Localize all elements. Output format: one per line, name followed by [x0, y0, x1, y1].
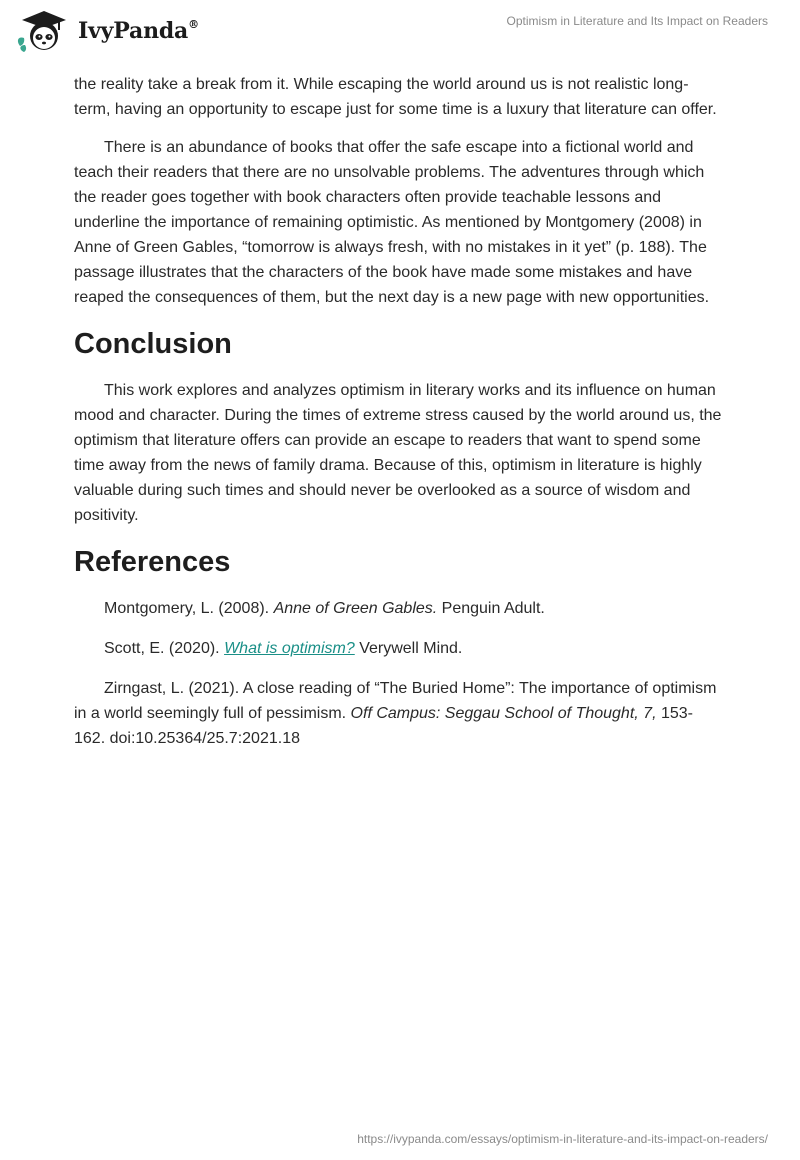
reference-scott: Scott, E. (2020). What is optimism? Verywell Mind. — [104, 640, 463, 657]
references-heading: References — [74, 546, 231, 578]
ivypanda-logo[interactable] — [14, 8, 199, 54]
page-header — [0, 0, 800, 70]
conclusion-paragraph: This work explores and analyzes optimism in literary works and its influence on human mood and character. During the times of extreme stress caused by the world around us, the optimism that literature offers can provide an escape to readers that want to spend some time away from the news of family drama. Because of this, optimism in literature is highly valuable during such times and should never be overlooked as a source of wisdom and positivity. — [74, 382, 722, 524]
essay-content — [74, 72, 724, 766]
brand-name: IvyPanda® — [78, 17, 199, 44]
footer-url: https://ivypanda.com/essays/optimism-in-literature-and-its-impact-on-readers/ — [357, 1132, 768, 1146]
reference-zirngast: Zirngast, L. (2021). A close reading of “The Buried Home”: The importance of optimism in a world seemingly full of pessimism. Off Campus: Seggau School of Thought, 7, 153-162. doi:10.25364/25.7:2021.18 — [74, 680, 717, 747]
panda-graduate-icon — [14, 8, 72, 54]
reference-montgomery: Montgomery, L. (2008). Anne of Green Gables. Penguin Adult. — [104, 600, 545, 617]
document-title: Optimism in Literature and Its Impact on Readers — [506, 14, 768, 28]
paragraph-continuation: the reality take a break from it. While escaping the world around us is not realistic long-term, having an opportunity to escape just for some time is a luxury that literature can offer. — [74, 76, 717, 118]
paragraph-escape: There is an abundance of books that offer the safe escape into a fictional world and teach their readers that there are no unsolvable problems. The adventures through which the reader goes together with book characters often provide teachable lessons and underline the importance of remaining optimistic. As mentioned by Montgomery (2008) in Anne of Green Gables, “tomorrow is always fresh, with no mistakes in it yet” (p. 188). The passage illustrates that the characters of the book have made some mistakes and have reaped the consequences of them, but the next day is a new page with new opportunities. — [74, 139, 710, 306]
reference-link-what-is-optimism[interactable]: What is optimism? — [224, 640, 355, 657]
conclusion-heading: Conclusion — [74, 328, 232, 360]
